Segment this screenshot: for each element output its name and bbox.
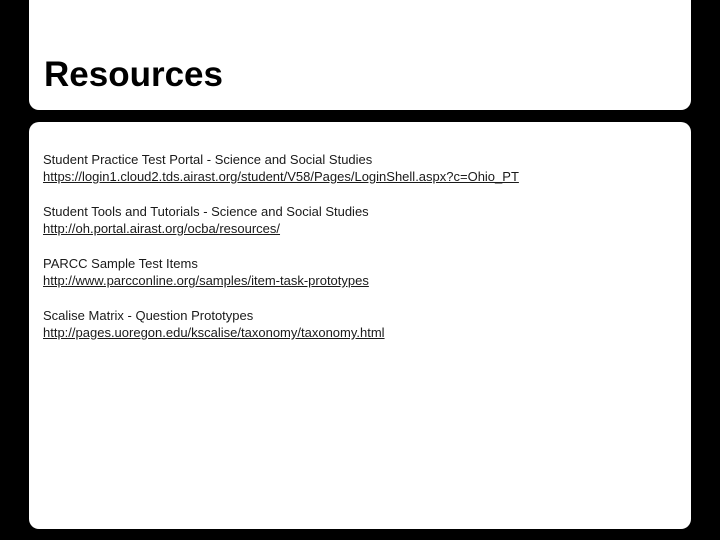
resource-name: Scalise Matrix - Question Prototypes xyxy=(43,308,254,323)
resource-item-practice-test-portal xyxy=(43,151,519,186)
resource-list xyxy=(43,151,519,359)
content-panel xyxy=(29,122,691,529)
resource-item-scalise-matrix xyxy=(43,307,519,342)
resource-link[interactable]: http://www.parcconline.org/samples/item-task-prototypes xyxy=(43,273,369,288)
resource-link[interactable]: http://pages.uoregon.edu/kscalise/taxonomy/taxonomy.html xyxy=(43,325,385,340)
resource-name: Student Tools and Tutorials - Science and Social Studies xyxy=(43,204,369,219)
resource-item-tools-tutorials xyxy=(43,203,519,238)
resource-link[interactable]: http://oh.portal.airast.org/ocba/resources/ xyxy=(43,221,281,236)
resource-name: Student Practice Test Portal - Science and Social Studies xyxy=(43,152,373,167)
page-title: Resources xyxy=(44,55,223,94)
resource-link[interactable]: https://login1.cloud2.tds.airast.org/student/V58/Pages/LoginShell.aspx?c=Ohio_PT xyxy=(43,169,519,184)
resource-name: PARCC Sample Test Items xyxy=(43,256,198,271)
resource-item-parcc-samples xyxy=(43,255,519,290)
title-panel xyxy=(29,0,691,110)
